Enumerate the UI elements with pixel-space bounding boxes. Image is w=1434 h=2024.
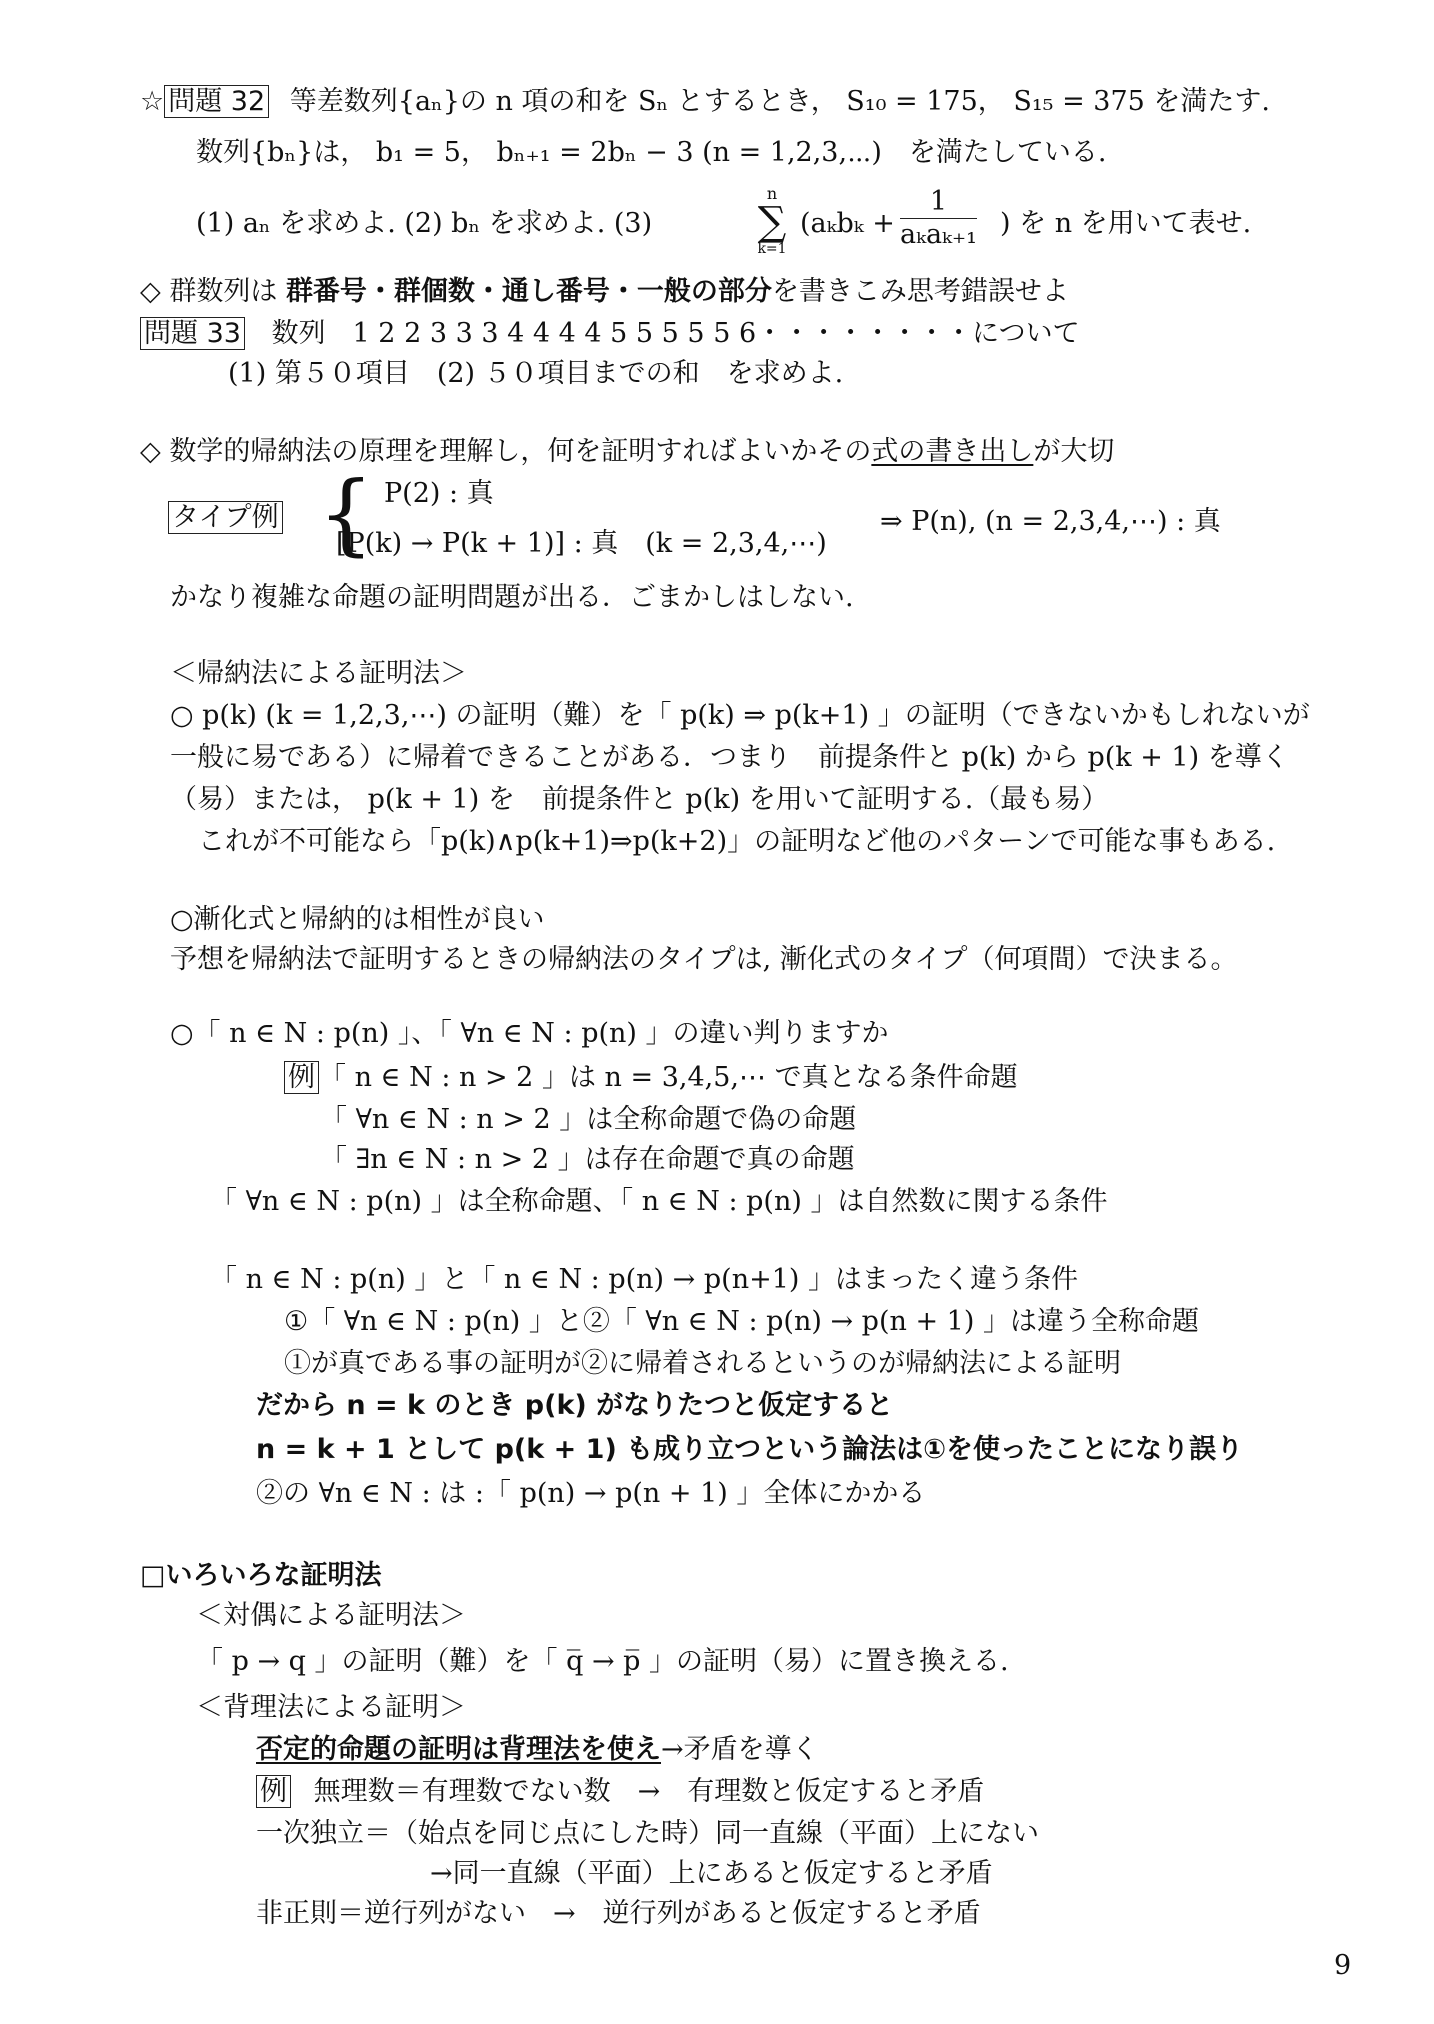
quantifier-line-9: だから n = k のとき p(k) がなりたつと仮定すると [256, 1390, 894, 1421]
sum-symbol: ∑ [757, 199, 787, 245]
contradiction-example-2: 一次独立＝（始点を同じ点にした時）同一直線（平面）上にない [256, 1818, 1039, 1849]
fraction-numerator: 1 [900, 186, 977, 219]
example-label-2: 例 [256, 1775, 291, 1808]
contradiction-example-1 [256, 1776, 984, 1808]
proof-line-3: （易）または， p(k + 1) を 前提条件と p(k) を用いて証明する.（最も易） [170, 784, 1109, 815]
induction-underlined: 式の書き出し [871, 436, 1034, 467]
quantifier-example-1 [284, 1062, 1018, 1094]
recurrence-line-2: 予想を帰納法で証明するときの帰納法のタイプは, 漸化式のタイプ（何項間）で決まる。 [170, 944, 1238, 975]
induction-conclusion: ⇒ P(n), (n = 2,3,4,⋯) : 真 [880, 506, 1221, 537]
type-example-text: タイプ例 [168, 501, 283, 534]
left-brace: { [318, 462, 374, 565]
contradiction-example-3: →同一直線（平面）上にあると仮定すると矛盾 [430, 1858, 993, 1889]
contradiction-example-4: 非正則＝逆行列がない → 逆行列があると仮定すると矛盾 [256, 1898, 981, 1929]
induction-lead [140, 436, 1114, 468]
quantifier-line-6: 「 n ∈ N : p(n) 」と「 n ∈ N : p(n) → p(n+1) 」はまったく違う条件 [210, 1264, 1078, 1295]
sum-upper: n [766, 184, 778, 203]
fraction [900, 186, 977, 252]
type-example-label [168, 502, 283, 534]
quantifier-question: ○「 n ∈ N : p(n) 」、「 ∀n ∈ N : p(n) 」の違い判りますか [170, 1018, 889, 1049]
example-1-text: 「 n ∈ N : n > 2 」は n = 3,4,5,⋯ で真となる条件命題 [319, 1062, 1018, 1093]
problem-32-label: 問題 32 [164, 85, 269, 118]
quantifier-line-10: n = k + 1 として p(k + 1) も成り立つという論法は①を使ったことになり誤り [256, 1434, 1244, 1465]
induction-case-1: P(2) : 真 [384, 478, 494, 509]
contradiction-tail: →矛盾を導く [661, 1734, 819, 1765]
star-mark: ☆ [140, 86, 165, 117]
induction-note: かなり複雑な命題の証明問題が出る．ごまかしはしない. [170, 582, 854, 613]
induction-tail: が大切 [1033, 436, 1115, 467]
quantifier-line-5: 「 ∀n ∈ N : p(n) 」は全称命題、「 n ∈ N : p(n) 」は自然数に関する条件 [210, 1186, 1108, 1217]
problem-33-label: 問題 33 [140, 317, 245, 350]
induction-lead-text: ◇ 数学的帰納法の原理を理解し，何を証明すればよいかその [140, 436, 872, 467]
problem-33-line2: (1) 第５０項目 (2) ５０項目までの和 を求めよ. [228, 358, 844, 389]
proof-line-2: 一般に易である）に帰着できることがある．つまり 前提条件と p(k) から p(k + 1) を導く [170, 742, 1289, 773]
problem-32-questions: (1) aₙ を求めよ. (2) bₙ を求めよ. (3) [196, 208, 653, 239]
quantifier-line-11: ②の ∀n ∈ N : は :「 p(n) → p(n + 1) 」全体にかかる [256, 1478, 926, 1509]
problem-32-statement: 等差数列{aₙ}の n 項の和を Sₙ とするとき， S₁₀ = 175， S₁₅ = 375 を満たす. [289, 86, 1270, 117]
contrapositive-line: 「 p → q 」の証明（難）を「 q̅ → p̅ 」の証明（易）に置き換える. [196, 1646, 1009, 1677]
group-lead: ◇ 群数列は [140, 276, 286, 307]
fraction-denominator: aₖaₖ₊₁ [900, 219, 977, 251]
sum-lower: k=1 [757, 241, 787, 257]
group-tail: を書きこみ思考錯誤せよ [771, 276, 1069, 307]
contradiction-rule [256, 1734, 819, 1766]
problem-32-line1 [140, 86, 1270, 118]
problem-33-statement: 数列 1 2 2 3 3 3 4 4 4 4 5 5 5 5 5 6・・・・・・・・について [271, 318, 1080, 349]
quantifier-example-3: 「 ∃n ∈ N : n > 2 」は存在命題で真の命題 [320, 1144, 855, 1175]
contradiction-underlined: 否定的命題の証明は背理法を使え [256, 1734, 661, 1765]
page-number: 9 [1334, 1950, 1352, 1981]
contradiction-heading: ＜背理法による証明＞ [196, 1692, 466, 1723]
quantifier-line-7: ①「 ∀n ∈ N : p(n) 」と②「 ∀n ∈ N : p(n) → p(n + 1) 」は違う全称命題 [284, 1306, 1199, 1337]
induction-case-2: [P(k) → P(k + 1)] : 真 (k = 2,3,4,⋯) [336, 528, 827, 559]
example-label: 例 [284, 1061, 319, 1094]
various-proofs-heading: □いろいろな証明法 [140, 1560, 382, 1591]
problem-32-line2: 数列{bₙ}は， b₁ = 5， bₙ₊₁ = 2bₙ − 3 (n = 1,2,3,⋯) を満たしている. [196, 137, 1107, 168]
problem-32-q3-tail: ) を n を用いて表せ. [1000, 208, 1252, 239]
contrapositive-heading: ＜対偶による証明法＞ [196, 1600, 466, 1631]
group-sequence-note [140, 276, 1069, 308]
contradiction-example-1-text: 無理数＝有理数でない数 → 有理数と仮定すると矛盾 [313, 1776, 985, 1807]
proof-line-1: ○ p(k) (k = 1,2,3,⋯) の証明（難）を「 p(k) ⇒ p(k+1) 」の証明（できないかもしれないが [170, 700, 1310, 731]
sum-body: (aₖbₖ + [800, 208, 895, 239]
quantifier-example-2: 「 ∀n ∈ N : n > 2 」は全称命題で偽の命題 [320, 1104, 857, 1135]
summation [752, 186, 792, 256]
proof-line-4: これが不可能なら「p(k)∧p(k+1)⇒p(k+2)」の証明など他のパターンで可能な事もある. [198, 826, 1276, 857]
recurrence-line-1: ○漸化式と帰納的は相性が良い [170, 904, 545, 935]
quantifier-line-8: ①が真である事の証明が②に帰着されるというのが帰納法による証明 [284, 1348, 1121, 1379]
problem-33-line1 [140, 318, 1080, 350]
group-bold: 群番号・群個数・通し番号・一般の部分 [285, 276, 772, 307]
proof-heading: ＜帰納法による証明法＞ [170, 658, 467, 689]
